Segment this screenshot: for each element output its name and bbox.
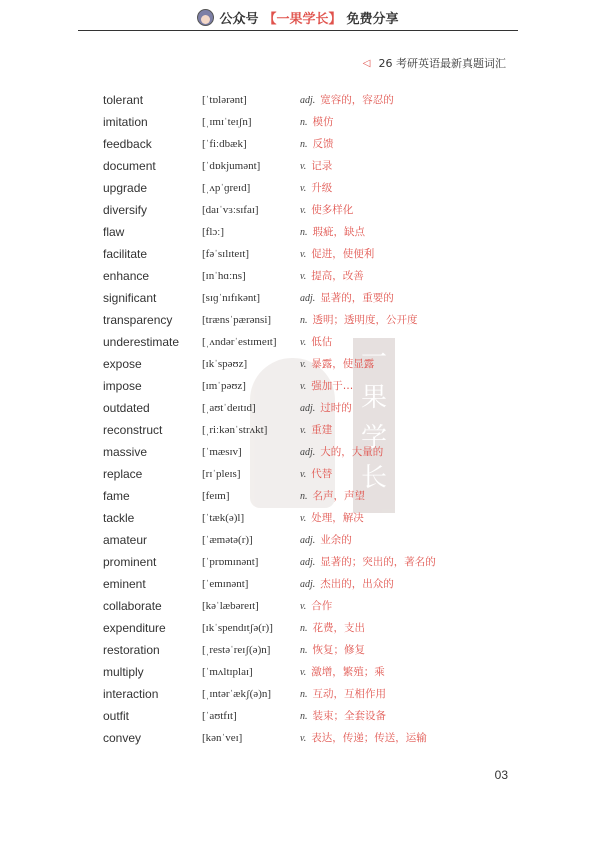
vocab-phonetic: [ˈdɒkjumənt]	[202, 160, 261, 172]
vocab-pos-meaning	[300, 463, 332, 486]
list-item	[0, 573, 596, 595]
vocab-part-of-speech: n.	[300, 315, 308, 326]
vocab-part-of-speech: n.	[300, 139, 308, 150]
vocab-part-of-speech: v.	[300, 161, 307, 172]
vocab-phonetic: [ɪmˈpəʊz]	[202, 380, 246, 392]
vocab-word: collaborate	[103, 599, 162, 613]
vocab-pos-meaning	[300, 133, 334, 156]
vocab-phonetic: [ˈprɒmɪnənt]	[202, 556, 259, 568]
list-item	[0, 441, 596, 463]
vocab-word: tackle	[103, 511, 135, 525]
vocab-phonetic: [ˈfiːdbæk]	[202, 138, 247, 150]
vocab-phonetic: [ˈæmətə(r)]	[202, 534, 253, 546]
list-item	[0, 309, 596, 331]
section-subtitle	[363, 55, 506, 71]
vocab-phonetic: [fəˈsɪlɪteɪt]	[202, 248, 250, 260]
vocab-pos-meaning	[300, 265, 364, 288]
list-item	[0, 617, 596, 639]
vocab-part-of-speech: v.	[300, 249, 307, 260]
vocab-pos-meaning	[300, 353, 374, 376]
vocab-part-of-speech: adj.	[300, 557, 316, 568]
vocab-phonetic: [kənˈveɪ]	[202, 732, 243, 744]
vocab-phonetic: [ˌɪntərˈækʃ(ə)n]	[202, 688, 272, 700]
vocab-part-of-speech: n.	[300, 711, 308, 722]
header-title	[197, 8, 398, 27]
vocab-phonetic: [rɪˈpleɪs]	[202, 468, 241, 480]
vocab-meaning: 恢复；修复	[312, 644, 365, 656]
list-item	[0, 287, 596, 309]
list-item	[0, 199, 596, 221]
vocab-word: expose	[103, 357, 142, 371]
vocab-meaning: 处理，解决	[311, 512, 364, 524]
vocab-meaning: 强加于…	[311, 380, 354, 392]
vocab-part-of-speech: v.	[300, 513, 307, 524]
vocab-word: outfit	[103, 709, 130, 723]
list-item	[0, 683, 596, 705]
list-item	[0, 485, 596, 507]
list-item	[0, 89, 596, 111]
list-item	[0, 551, 596, 573]
vocab-meaning: 暴露，使显露	[311, 358, 375, 370]
vocab-part-of-speech: n.	[300, 623, 308, 634]
vocab-word: multiply	[103, 665, 144, 679]
vocab-pos-meaning	[300, 617, 365, 640]
vocab-meaning: 显著的；突出的，著名的	[320, 556, 436, 568]
list-item	[0, 639, 596, 661]
vocab-word: document	[103, 159, 156, 173]
subtitle-text: 26 考研英语最新真题词汇	[378, 57, 506, 70]
list-item	[0, 463, 596, 485]
vocab-pos-meaning	[300, 111, 334, 134]
vocab-phonetic: [ˈmæsɪv]	[202, 446, 242, 458]
vocab-pos-meaning	[300, 177, 332, 200]
list-item	[0, 419, 596, 441]
vocab-part-of-speech: v.	[300, 337, 307, 348]
vocab-pos-meaning	[300, 485, 365, 508]
vocab-pos-meaning	[300, 419, 332, 442]
list-item	[0, 397, 596, 419]
vocab-meaning: 代替	[311, 468, 333, 480]
vocab-meaning: 杰出的，出众的	[320, 578, 394, 590]
vocab-phonetic: [ˈtæk(ə)l]	[202, 512, 245, 524]
vocab-phonetic: [ˈemɪnənt]	[202, 578, 249, 590]
vocab-word: flaw	[103, 225, 125, 239]
vocab-part-of-speech: v.	[300, 271, 307, 282]
vocab-part-of-speech: adj.	[300, 579, 316, 590]
vocab-pos-meaning	[300, 727, 427, 750]
list-item	[0, 529, 596, 551]
vocab-word: enhance	[103, 269, 150, 283]
vocab-part-of-speech: adj.	[300, 95, 316, 106]
list-item	[0, 221, 596, 243]
vocab-word: prominent	[103, 555, 157, 569]
vocab-meaning: 名声，声望	[312, 490, 365, 502]
vocab-phonetic: [kəˈlæbəreɪt]	[202, 600, 259, 612]
vocab-meaning: 宽容的，容忍的	[320, 94, 394, 106]
vocab-word: expenditure	[103, 621, 166, 635]
vocab-phonetic: [flɔː]	[202, 226, 224, 238]
list-item	[0, 155, 596, 177]
vocab-pos-meaning	[300, 441, 383, 464]
list-item	[0, 133, 596, 155]
vocab-pos-meaning	[300, 507, 364, 530]
vocab-word: facilitate	[103, 247, 148, 261]
vocab-phonetic: [ɪkˈspəʊz]	[202, 358, 248, 370]
vocab-part-of-speech: n.	[300, 117, 308, 128]
header-divider	[78, 30, 518, 31]
vocab-part-of-speech: n.	[300, 645, 308, 656]
vocab-pos-meaning	[300, 551, 436, 574]
vocab-meaning: 显著的，重要的	[320, 292, 394, 304]
vocab-meaning: 模仿	[312, 116, 334, 128]
vocab-part-of-speech: v.	[300, 469, 307, 480]
vocab-meaning: 大的，大量的	[320, 446, 384, 458]
vocab-meaning: 装束；全套设备	[312, 710, 386, 722]
list-item	[0, 705, 596, 727]
vocab-phonetic: [ˌʌpˈɡreɪd]	[202, 182, 251, 194]
vocab-phonetic: [feɪm]	[202, 490, 230, 502]
vocab-part-of-speech: v.	[300, 425, 307, 436]
vocab-phonetic: [ˌɪmɪˈteɪʃn]	[202, 116, 252, 128]
page-header	[0, 0, 596, 34]
vocab-phonetic: [ɪkˈspendɪtʃə(r)]	[202, 622, 273, 634]
vocabulary-list	[0, 89, 596, 749]
vocab-meaning: 低估	[311, 336, 333, 348]
vocab-meaning: 花费，支出	[312, 622, 365, 634]
list-item	[0, 177, 596, 199]
vocab-meaning: 合作	[311, 600, 333, 612]
vocab-meaning: 重建	[311, 424, 333, 436]
vocab-phonetic: [daɪˈvɜːsɪfaɪ]	[202, 204, 259, 216]
vocab-word: transparency	[103, 313, 173, 327]
header-suffix: 免费分享	[346, 11, 399, 27]
list-item	[0, 243, 596, 265]
vocab-part-of-speech: v.	[300, 205, 307, 216]
vocab-part-of-speech: adj.	[300, 535, 316, 546]
list-item	[0, 595, 596, 617]
vocab-part-of-speech: v.	[300, 667, 307, 678]
vocab-part-of-speech: v.	[300, 733, 307, 744]
vocab-meaning: 互动，互相作用	[312, 688, 386, 700]
vocab-phonetic: [sɪɡˈnɪfɪkənt]	[202, 292, 261, 304]
vocab-word: outdated	[103, 401, 150, 415]
vocab-pos-meaning	[300, 639, 365, 662]
vocab-meaning: 激增，繁殖；乘	[311, 666, 385, 678]
vocab-phonetic: [ˌaʊtˈdeɪtɪd]	[202, 402, 256, 414]
vocab-word: massive	[103, 445, 148, 459]
list-item	[0, 507, 596, 529]
vocab-meaning: 提高，改善	[311, 270, 364, 282]
vocab-word: amateur	[103, 533, 148, 547]
vocab-word: eminent	[103, 577, 146, 591]
vocab-pos-meaning	[300, 287, 394, 310]
vocab-phonetic: [ˌʌndərˈestɪmeɪt]	[202, 336, 277, 348]
vocab-part-of-speech: v.	[300, 601, 307, 612]
avatar-icon	[197, 9, 214, 26]
vocab-part-of-speech: v.	[300, 183, 307, 194]
header-prefix: 公众号	[219, 11, 259, 27]
vocab-phonetic: [ˈaʊtfɪt]	[202, 710, 237, 722]
vocab-part-of-speech: v.	[300, 381, 307, 392]
vocab-meaning: 表达，传递；传送，运输	[311, 732, 427, 744]
vocab-meaning: 过时的	[320, 402, 352, 414]
list-item	[0, 353, 596, 375]
vocab-meaning: 使多样化	[311, 204, 354, 216]
vocab-pos-meaning	[300, 309, 418, 332]
vocab-pos-meaning	[300, 221, 365, 244]
vocab-pos-meaning	[300, 375, 353, 398]
vocab-part-of-speech: v.	[300, 359, 307, 370]
vocab-phonetic: [ˌrestəˈreɪʃ(ə)n]	[202, 644, 271, 656]
vocab-word: reconstruct	[103, 423, 163, 437]
vocab-part-of-speech: adj.	[300, 403, 316, 414]
triangle-left-icon: ◁	[362, 57, 371, 69]
vocab-meaning: 透明；透明度，公开度	[312, 314, 418, 326]
list-item	[0, 331, 596, 353]
vocab-pos-meaning	[300, 705, 386, 728]
list-item	[0, 727, 596, 749]
vocab-part-of-speech: n.	[300, 227, 308, 238]
vocab-meaning: 记录	[311, 160, 333, 172]
page-number: 03	[494, 768, 508, 782]
vocab-word: impose	[103, 379, 142, 393]
vocab-word: diversify	[103, 203, 148, 217]
vocab-meaning: 促进，使便利	[311, 248, 375, 260]
vocab-word: significant	[103, 291, 157, 305]
vocab-pos-meaning	[300, 573, 394, 596]
vocab-pos-meaning	[300, 199, 353, 222]
vocab-part-of-speech: adj.	[300, 447, 316, 458]
vocab-meaning: 反馈	[312, 138, 334, 150]
vocab-pos-meaning	[300, 683, 386, 706]
vocab-word: convey	[103, 731, 142, 745]
vocab-word: fame	[103, 489, 130, 503]
vocab-pos-meaning	[300, 89, 394, 112]
vocab-word: feedback	[103, 137, 152, 151]
vocab-pos-meaning	[300, 243, 374, 266]
list-item	[0, 661, 596, 683]
vocab-pos-meaning	[300, 397, 352, 420]
list-item	[0, 111, 596, 133]
vocab-pos-meaning	[300, 529, 352, 552]
vocab-phonetic: [trænsˈpærənsi]	[202, 314, 272, 326]
list-item	[0, 265, 596, 287]
vocab-meaning: 升级	[311, 182, 333, 194]
vocab-pos-meaning	[300, 155, 332, 178]
vocab-phonetic: [ˈmʌltɪplaɪ]	[202, 666, 253, 678]
vocab-pos-meaning	[300, 661, 385, 684]
list-item	[0, 375, 596, 397]
vocab-meaning: 业余的	[320, 534, 352, 546]
vocab-pos-meaning	[300, 331, 332, 354]
vocab-word: underestimate	[103, 335, 180, 349]
vocab-word: replace	[103, 467, 143, 481]
vocab-phonetic: [ɪnˈhɑːns]	[202, 270, 246, 282]
vocab-word: imitation	[103, 115, 148, 129]
vocab-word: upgrade	[103, 181, 148, 195]
vocab-word: tolerant	[103, 93, 144, 107]
watermark-text: 一果学长	[353, 338, 395, 513]
vocab-word: interaction	[103, 687, 159, 701]
vocab-meaning: 瑕疵，缺点	[312, 226, 365, 238]
vocab-part-of-speech: n.	[300, 689, 308, 700]
header-accent: 【一果学长】	[263, 11, 342, 27]
vocab-phonetic: [ˌriːkənˈstrʌkt]	[202, 424, 268, 436]
vocab-phonetic: [ˈtɒlərənt]	[202, 94, 247, 106]
vocab-word: restoration	[103, 643, 160, 657]
vocab-part-of-speech: n.	[300, 491, 308, 502]
vocab-part-of-speech: adj.	[300, 293, 316, 304]
vocab-pos-meaning	[300, 595, 332, 618]
